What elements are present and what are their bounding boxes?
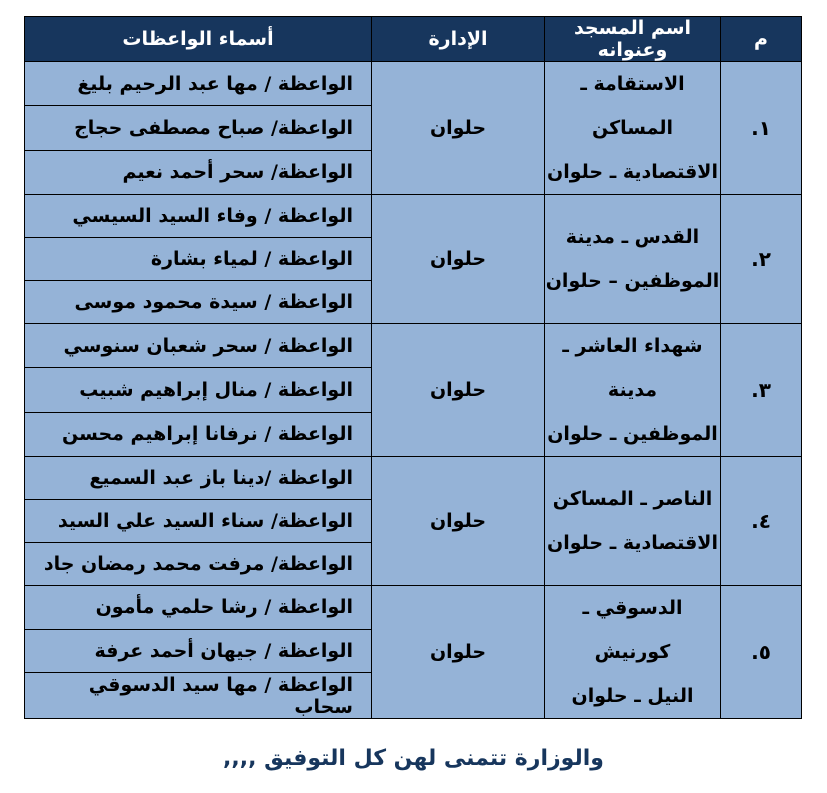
row-number: ٥. xyxy=(721,586,802,719)
admin-cell: حلوان xyxy=(372,586,545,719)
preacher-cell: الواعظة/ سحر أحمد نعيم xyxy=(25,150,372,194)
mosque-line: الموظفين ـ حلوان xyxy=(547,423,718,445)
preacher-cell: الواعظة / سيدة محمود موسى xyxy=(25,281,372,324)
table-row xyxy=(25,324,802,368)
header-mosque: اسم المسجد وعنوانه xyxy=(545,17,721,62)
preacher-cell: الواعظة/ صباح مصطفى حجاج xyxy=(25,106,372,150)
mosques-table xyxy=(24,16,802,719)
preacher-cell: الواعظة/ سناء السيد علي السيد xyxy=(25,500,372,543)
table-row xyxy=(25,62,802,106)
table-row xyxy=(25,586,802,630)
admin-cell: حلوان xyxy=(372,62,545,195)
closing-note: والوزارة تتمنى لهن كل التوفيق ,,,, xyxy=(223,746,604,771)
preacher-cell: الواعظة/ مرفت محمد رمضان جاد xyxy=(25,543,372,586)
preacher-cell: الواعظة / رشا حلمي مأمون xyxy=(25,586,372,630)
admin-cell: حلوان xyxy=(372,324,545,457)
row-number: ٣. xyxy=(721,324,802,457)
row-number: ٢. xyxy=(721,195,802,324)
mosque-line: الدسوقي ـ كورنيش xyxy=(582,597,683,663)
header-preachers: أسماء الواعظات xyxy=(25,17,372,62)
table-row xyxy=(25,195,802,238)
mosque-line: الناصر ـ المساكن xyxy=(552,488,713,510)
mosque-name xyxy=(545,586,721,719)
header-num: م xyxy=(721,17,802,62)
preacher-cell: الواعظة / جيهان أحمد عرفة xyxy=(25,629,372,673)
preacher-cell: الواعظة / وفاء السيد السيسي xyxy=(25,195,372,238)
mosque-line: شهداء العاشر ـ مدينة xyxy=(562,335,703,401)
header-admin: الإدارة xyxy=(372,17,545,62)
preacher-cell: الواعظة / مها عبد الرحيم بليغ xyxy=(25,62,372,106)
mosque-line: الموظفين – حلوان xyxy=(545,270,720,292)
preacher-cell: الواعظة / لمياء بشارة xyxy=(25,238,372,281)
mosque-name xyxy=(545,457,721,586)
mosque-line: النيل ـ حلوان xyxy=(571,685,694,707)
preacher-cell: الواعظة / مها سيد الدسوقي سحاب xyxy=(25,673,372,719)
mosque-line: القدس ـ مدينة xyxy=(565,226,700,248)
table-row xyxy=(25,457,802,500)
mosque-line: الاقتصادية ـ حلوان xyxy=(547,161,718,183)
mosque-line: الاقتصادية ـ حلوان xyxy=(547,532,718,554)
row-number: ١. xyxy=(721,62,802,195)
mosque-name xyxy=(545,195,721,324)
admin-cell: حلوان xyxy=(372,457,545,586)
preacher-cell: الواعظة / نرفانا إبراهيم محسن xyxy=(25,412,372,456)
mosque-line: الاستقامة ـ المساكن xyxy=(580,73,685,139)
preacher-cell: الواعظة / منال إبراهيم شبيب xyxy=(25,368,372,412)
table-header-row xyxy=(25,17,802,62)
row-number: ٤. xyxy=(721,457,802,586)
preacher-cell: الواعظة /دينا باز عبد السميع xyxy=(25,457,372,500)
mosque-name xyxy=(545,62,721,195)
admin-cell: حلوان xyxy=(372,195,545,324)
preacher-cell: الواعظة / سحر شعبان سنوسي xyxy=(25,324,372,368)
mosque-name xyxy=(545,324,721,457)
